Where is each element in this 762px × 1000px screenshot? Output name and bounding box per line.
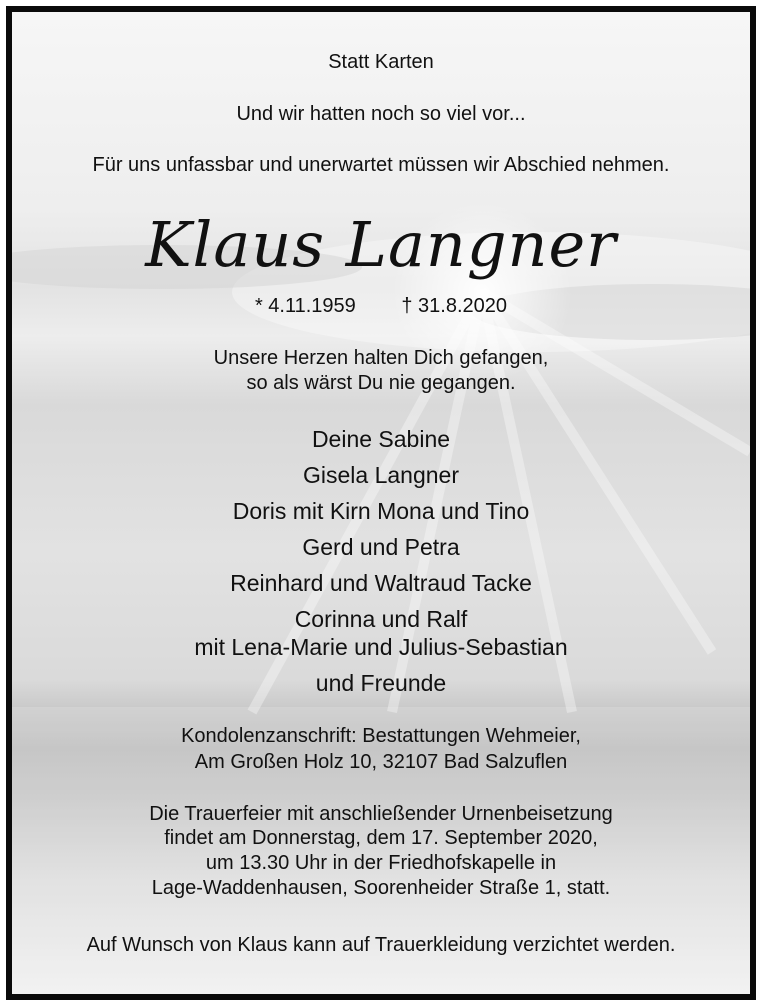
mourner-name: und Freunde <box>315 670 447 696</box>
mourner-name: Deine Sabine <box>311 426 451 452</box>
obituary-frame <box>6 6 756 1000</box>
ceremony-info: findet am Donnerstag, dem 17. September 2020, <box>164 827 598 849</box>
header-text: Statt Karten <box>328 51 434 73</box>
birth-date: * 4.11.1959 <box>254 295 356 317</box>
mourner-name: Gisela Langner <box>303 462 459 488</box>
mourner-name: Doris mit Kirn Mona und Tino <box>232 498 530 524</box>
dates-line <box>12 295 750 318</box>
ceremony-info: um 13.30 Uhr in der Friedhofskapelle in <box>205 852 557 874</box>
condolence-address: Kondolenzanschrift: Bestattungen Wehmeier, <box>181 725 581 747</box>
mourner-name: mit Lena-Marie und Julius-Sebastian <box>194 634 568 660</box>
condolence-address: Am Großen Holz 10, 32107 Bad Salzuflen <box>194 751 568 773</box>
deceased-name: Klaus Langner <box>145 208 617 281</box>
ceremony-info: Lage-Waddenhausen, Soorenheider Straße 1, statt. <box>151 877 611 899</box>
mourner-name: Corinna und Ralf <box>294 606 468 632</box>
ceremony-info: Die Trauerfeier mit anschließender Urnenbeisetzung <box>149 803 613 825</box>
poem-line: Unsere Herzen halten Dich gefangen, <box>213 347 549 369</box>
closing-text: Auf Wunsch von Klaus kann auf Trauerkleidung verzichtet werden. <box>86 934 676 956</box>
mourner-name: Reinhard und Waltraud Tacke <box>230 570 532 596</box>
message-text: Für uns unfassbar und unerwartet müssen wir Abschied nehmen. <box>92 154 670 176</box>
poem-line: so als wärst Du nie gegangen. <box>246 372 516 394</box>
death-date: † 31.8.2020 <box>401 295 508 317</box>
mourner-name: Gerd und Petra <box>302 534 460 560</box>
intro-text: Und wir hatten noch so viel vor... <box>236 103 526 125</box>
